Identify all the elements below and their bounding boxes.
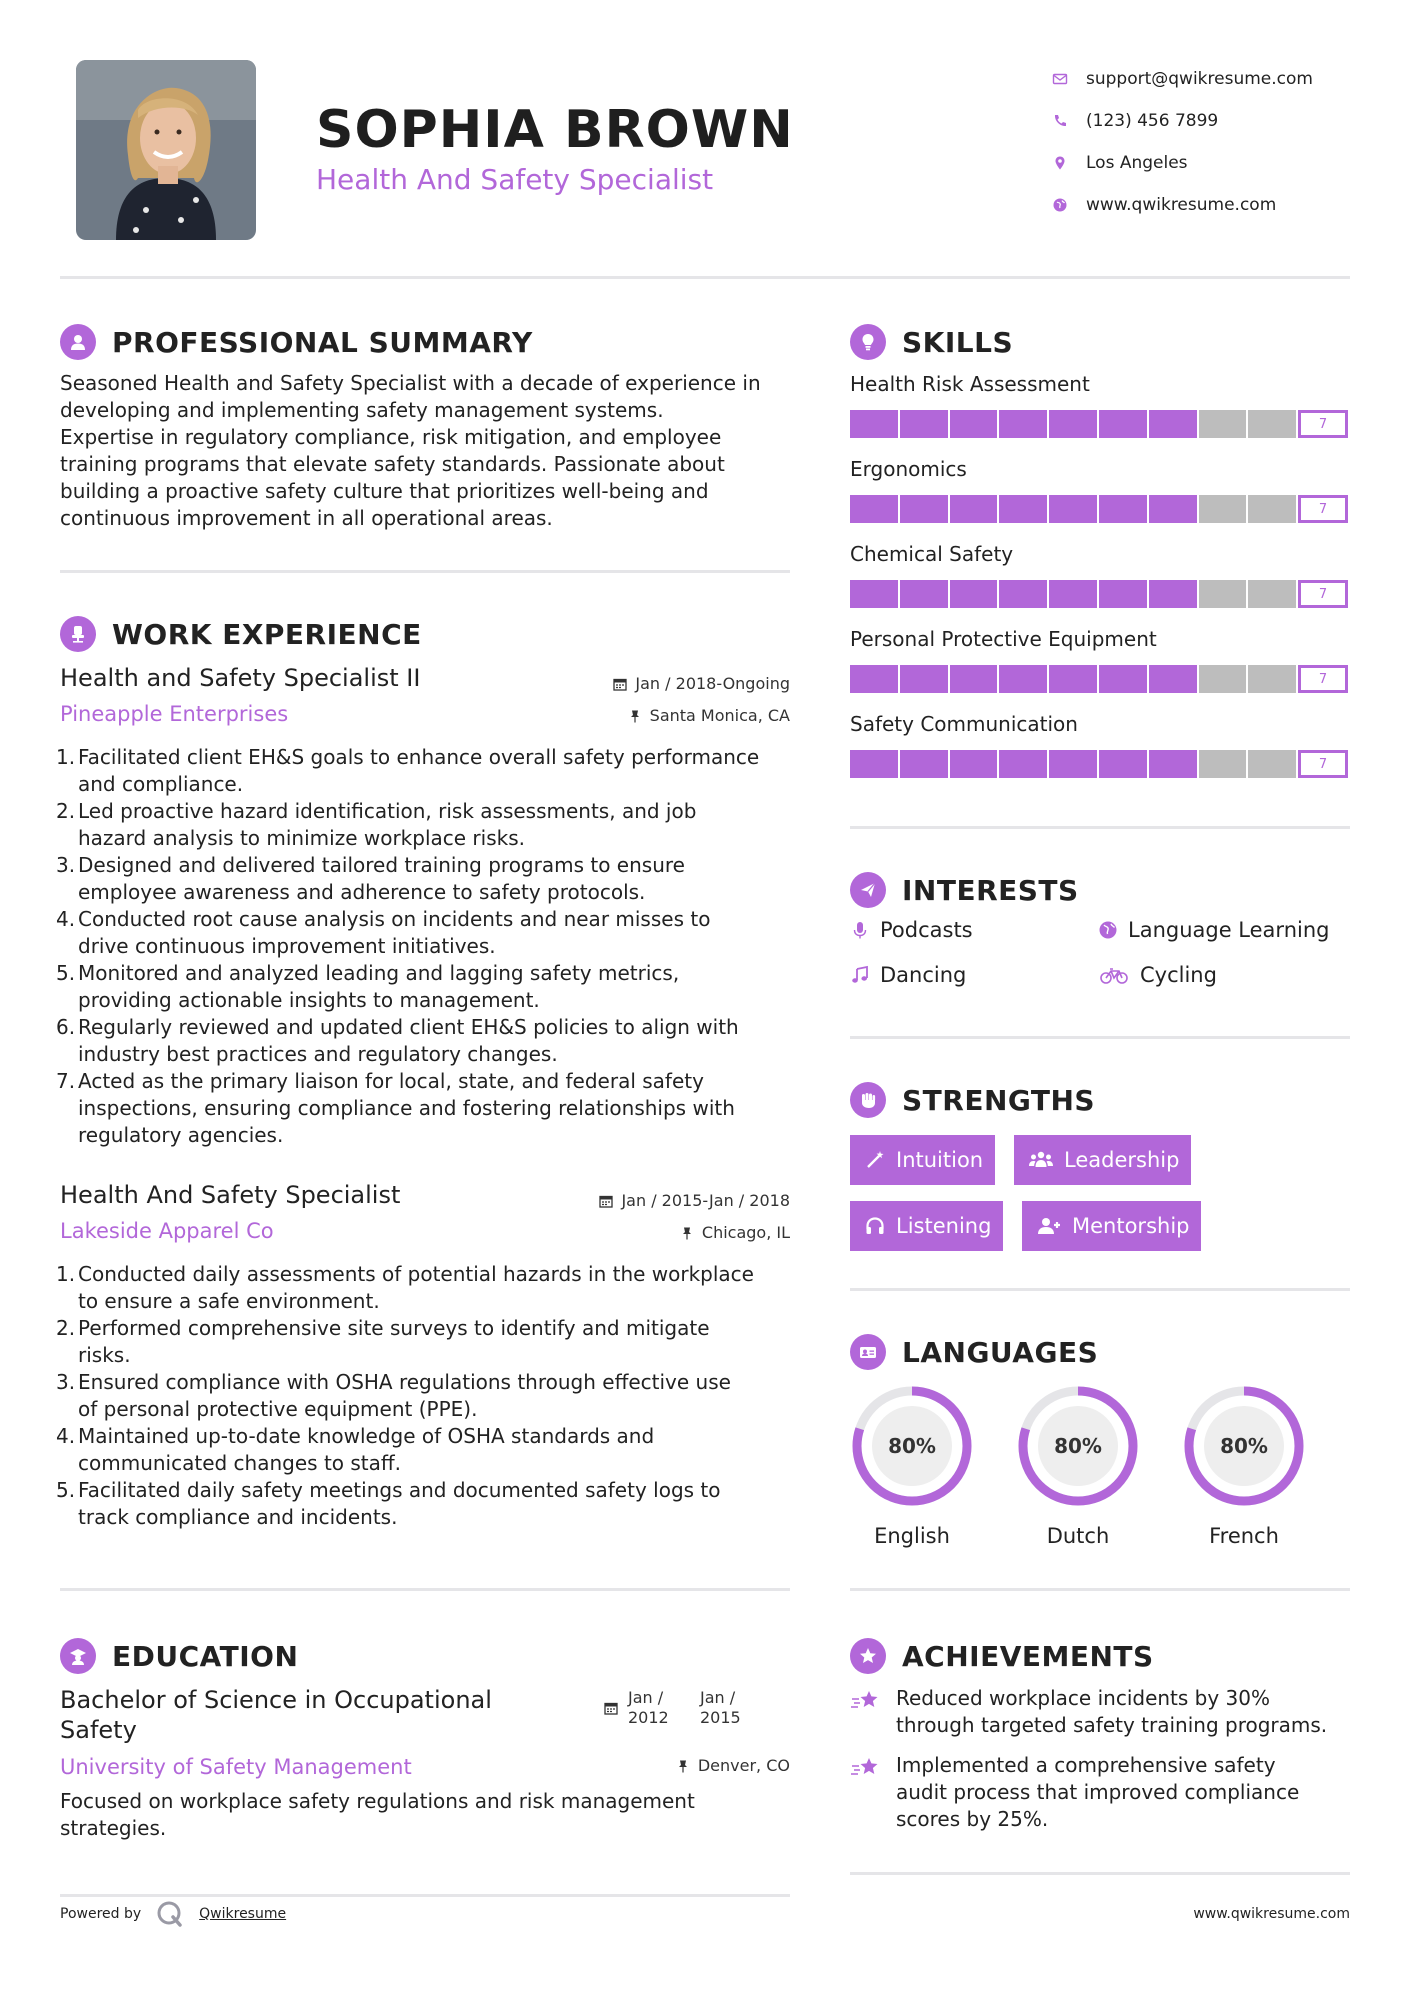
summary-line: Expertise in regulatory compliance, risk mitigation, and employee (60, 425, 722, 449)
contact-phone[interactable] (1050, 100, 1380, 142)
job-company: Lakeside Apparel Co (60, 1219, 274, 1243)
language-progress-ring (1016, 1384, 1140, 1508)
globe-icon (1098, 920, 1118, 940)
skill-level-segment (1149, 665, 1197, 693)
phone-icon (1050, 113, 1086, 129)
interest-item: Dancing (850, 963, 966, 987)
interests-heading (850, 870, 1079, 910)
microphone-icon (850, 920, 870, 940)
pin-icon (676, 1759, 690, 1773)
education-divider (60, 1894, 790, 1897)
summary-line: Seasoned Health and Safety Specialist with a decade of experience in (60, 371, 761, 395)
experience-divider (60, 1588, 790, 1591)
job-date-text: Jan / 2015-Jan / 2018 (621, 1191, 790, 1210)
interest-item: Podcasts (850, 918, 973, 942)
education-date-start: Jan / 2012 (628, 1688, 669, 1727)
calendar-icon (599, 1194, 613, 1208)
skill-level-segment (1049, 495, 1097, 523)
lightbulb-icon (850, 324, 886, 360)
skill-level-segment (1049, 410, 1097, 438)
job-duties (56, 1261, 800, 1531)
list-item: 5. Monitored and analyzed leading and lagging safety metrics, providing actionable insights to management. (56, 961, 680, 1012)
calendar-icon (613, 677, 627, 691)
list-item: 7. Acted as the primary liaison for local, state, and federal safety inspections, ensuring compliance and fostering relationships with regulatory agencies. (56, 1069, 735, 1147)
candidate-name: SOPHIA BROWN (316, 100, 794, 160)
star-badge-icon (850, 1638, 886, 1674)
skill-name: Safety Communication (850, 712, 1078, 736)
skill-level-segment (1199, 665, 1247, 693)
school-name: University of Safety Management (60, 1755, 412, 1779)
list-item: 4. Maintained up-to-date knowledge of OSHA standards and communicated changes to staff. (56, 1424, 655, 1475)
list-item: 1. Conducted daily assessments of potential hazards in the workplace to ensure a safe environment. (56, 1262, 754, 1313)
education-description: Focused on workplace safety regulations and risk management strategies. (60, 1789, 695, 1840)
languages-heading (850, 1332, 1098, 1372)
skill-level-segment (950, 750, 998, 778)
experience-heading-label: WORK EXPERIENCE (112, 617, 422, 651)
job-location-text: Santa Monica, CA (649, 706, 790, 725)
qwikresume-link[interactable]: Qwikresume (199, 1906, 287, 1922)
skill-level-segment (1248, 665, 1296, 693)
skill-level-bar (850, 665, 1348, 693)
skill-level-segment (900, 665, 948, 693)
skill-level-segment (950, 665, 998, 693)
skill-level-segment (1248, 750, 1296, 778)
skill-level-segment (999, 580, 1047, 608)
strength-badge: Leadership (1014, 1135, 1191, 1185)
headphones-icon (864, 1215, 886, 1237)
contact-email-text: support@qwikresume.com (1086, 69, 1313, 89)
skill-name: Personal Protective Equipment (850, 627, 1157, 651)
contact-location (1050, 142, 1380, 184)
education-date (604, 1688, 794, 1728)
job-date (560, 1191, 790, 1210)
language-item (1016, 1384, 1140, 1548)
strength-badge: Mentorship (1022, 1201, 1201, 1251)
summary-heading (60, 322, 533, 362)
globe-icon (1050, 197, 1086, 213)
magic-wand-icon (864, 1149, 886, 1171)
skill-level-segment (1248, 580, 1296, 608)
skill-level-segment (1049, 665, 1097, 693)
interest-item: Language Learning (1098, 918, 1329, 942)
education-heading-label: EDUCATION (112, 1639, 299, 1673)
skill-level-value: 7 (1298, 750, 1348, 778)
skill-level-segment (1049, 750, 1097, 778)
skill-level-bar (850, 410, 1348, 438)
id-card-icon (850, 1334, 886, 1370)
language-item (850, 1384, 974, 1548)
skill-level-segment (999, 495, 1047, 523)
languages-divider (850, 1588, 1350, 1591)
pin-icon (680, 1226, 694, 1240)
skill-level-value: 7 (1298, 580, 1348, 608)
contact-email[interactable] (1050, 58, 1380, 100)
skill-name: Health Risk Assessment (850, 372, 1090, 396)
list-item: 1. Facilitated client EH&S goals to enhance overall safety performance and compliance. (56, 745, 760, 796)
mail-icon (1050, 71, 1086, 87)
job-location-text: Chicago, IL (701, 1223, 790, 1242)
footer-powered-by: Powered by Qwikresume (60, 1899, 286, 1929)
list-item: 4. Conducted root cause analysis on incidents and near misses to drive continuous improvement initiatives. (56, 907, 711, 958)
fist-icon (850, 1082, 886, 1118)
language-percent-label: 80% (1054, 1434, 1102, 1458)
strength-badge: Listening (850, 1201, 1003, 1251)
skill-level-segment (900, 750, 948, 778)
job-duties (56, 744, 800, 1149)
strengths-divider (850, 1288, 1350, 1291)
strengths-heading (850, 1080, 1095, 1120)
skill-level-segment (1248, 495, 1296, 523)
skill-level-segment (1149, 410, 1197, 438)
job-date (560, 674, 790, 693)
skill-name: Ergonomics (850, 457, 967, 481)
skill-level-segment (900, 410, 948, 438)
shooting-star-icon (850, 1687, 880, 1713)
strengths-heading-label: STRENGTHS (902, 1083, 1096, 1117)
contact-website-text: www.qwikresume.com (1086, 195, 1277, 215)
experience-heading (60, 614, 422, 654)
language-name: Dutch (1046, 1524, 1110, 1548)
skill-level-bar (850, 580, 1348, 608)
skill-level-segment (1149, 750, 1197, 778)
user-plus-icon (1036, 1215, 1062, 1237)
profile-photo (76, 60, 256, 240)
language-progress-ring (850, 1384, 974, 1508)
list-item: 3. Ensured compliance with OSHA regulations through effective use of personal protective equipment (PPE). (56, 1370, 731, 1421)
language-name: English (874, 1524, 950, 1548)
language-name: French (1209, 1524, 1279, 1548)
list-item: 2. Performed comprehensive site surveys to identify and mitigate risks. (56, 1316, 710, 1367)
achievement-item: Reduced workplace incidents by 30% through targeted safety training programs. (850, 1685, 1350, 1739)
skill-level-segment (1149, 580, 1197, 608)
skill-level-segment (1099, 580, 1147, 608)
skill-level-bar (850, 750, 1348, 778)
languages-heading-label: LANGUAGES (902, 1335, 1099, 1369)
music-note-icon (850, 965, 870, 985)
paper-plane-icon (850, 872, 886, 908)
summary-divider (60, 570, 790, 573)
pin-icon (628, 709, 642, 723)
achievement-item: Implemented a comprehensive safety audit process that improved compliance scores by 25%. (850, 1752, 1350, 1833)
list-item: 3. Designed and delivered tailored training programs to ensure employee awareness and adherence to safety protocols. (56, 853, 685, 904)
skill-level-segment (1199, 410, 1247, 438)
footer-website[interactable]: www.qwikresume.com (1193, 1906, 1350, 1922)
job-location (560, 1223, 790, 1242)
location-icon (1050, 155, 1086, 171)
summary-heading-label: PROFESSIONAL SUMMARY (112, 325, 533, 359)
summary-line: continuous improvement in all operational areas. (60, 506, 553, 530)
job-company: Pineapple Enterprises (60, 702, 289, 726)
skill-level-segment (850, 495, 898, 523)
achievements-heading (850, 1636, 1154, 1676)
skills-heading (850, 322, 1013, 362)
job-date-text: Jan / 2018-Ongoing (635, 674, 790, 693)
skill-level-segment (900, 580, 948, 608)
achievements-divider (850, 1872, 1350, 1875)
skill-level-segment (850, 580, 898, 608)
interest-item: Cycling (1098, 963, 1217, 987)
shooting-star-icon (850, 1754, 880, 1780)
summary-line: training programs that elevate safety standards. Passionate about (60, 452, 725, 476)
job-title: Health And Safety Specialist (60, 1181, 401, 1209)
language-percent-label: 80% (888, 1434, 936, 1458)
skill-level-segment (1099, 750, 1147, 778)
achievements-heading-label: ACHIEVEMENTS (902, 1639, 1154, 1673)
skill-level-segment (1199, 750, 1247, 778)
language-item (1182, 1384, 1306, 1548)
skill-level-segment (1099, 495, 1147, 523)
profile-photo-image (76, 60, 256, 240)
briefcase-chair-icon (60, 616, 96, 652)
summary-line: developing and implementing safety management systems. (60, 398, 664, 422)
skill-level-segment (850, 665, 898, 693)
interests-divider (850, 1036, 1350, 1039)
summary-line: building a proactive safety culture that prioritizes well-being and (60, 479, 709, 503)
skill-level-segment (950, 580, 998, 608)
skill-level-segment (1049, 580, 1097, 608)
skills-divider (850, 826, 1350, 829)
list-item: 6. Regularly reviewed and updated client EH&S policies to align with industry best practices and regulatory changes. (56, 1015, 739, 1066)
skill-name: Chemical Safety (850, 542, 1014, 566)
skill-level-value: 7 (1298, 665, 1348, 693)
education-heading (60, 1636, 298, 1676)
skill-level-value: 7 (1298, 410, 1348, 438)
skill-level-segment (1099, 410, 1147, 438)
degree-title: Bachelor of Science in Occupational Safety (60, 1686, 492, 1744)
users-icon (1028, 1149, 1054, 1171)
skill-level-segment (950, 495, 998, 523)
skill-level-segment (1199, 580, 1247, 608)
skills-heading-label: SKILLS (902, 325, 1014, 359)
language-percent-label: 80% (1220, 1434, 1268, 1458)
bicycle-icon (1098, 965, 1130, 985)
skill-level-segment (1149, 495, 1197, 523)
contact-website[interactable] (1050, 184, 1380, 226)
interests-heading-label: INTERESTS (902, 873, 1079, 907)
skill-level-bar (850, 495, 1348, 523)
contact-location-text: Los Angeles (1086, 153, 1188, 173)
graduate-icon (60, 1638, 96, 1674)
skill-level-segment (999, 410, 1047, 438)
skill-level-segment (850, 750, 898, 778)
skill-level-value: 7 (1298, 495, 1348, 523)
skill-level-segment (1199, 495, 1247, 523)
language-progress-ring (1182, 1384, 1306, 1508)
skill-level-segment (999, 750, 1047, 778)
skill-level-segment (950, 410, 998, 438)
skill-level-segment (900, 495, 948, 523)
job-title: Health and Safety Specialist II (60, 664, 421, 692)
candidate-title: Health And Safety Specialist (316, 163, 714, 196)
contact-phone-text: (123) 456 7899 (1086, 111, 1219, 131)
summary-text (60, 370, 800, 532)
job-location (560, 706, 790, 725)
education-location: Denver, CO (560, 1756, 790, 1775)
qwikresume-logo-icon (155, 1899, 185, 1929)
skill-level-segment (1248, 410, 1296, 438)
education-date-end: Jan / 2015 (700, 1688, 741, 1727)
strength-badge: Intuition (850, 1135, 995, 1185)
skill-level-segment (999, 665, 1047, 693)
skill-level-segment (1099, 665, 1147, 693)
contact-list (1050, 58, 1380, 226)
skill-level-segment (850, 410, 898, 438)
list-item: 2. Led proactive hazard identification, risk assessments, and job hazard analysis to minimize workplace risks. (56, 799, 697, 850)
user-icon (60, 324, 96, 360)
calendar-icon (604, 1701, 618, 1715)
header-divider (60, 276, 1350, 279)
list-item: 5. Facilitated daily safety meetings and documented safety logs to track compliance and incidents. (56, 1478, 721, 1529)
